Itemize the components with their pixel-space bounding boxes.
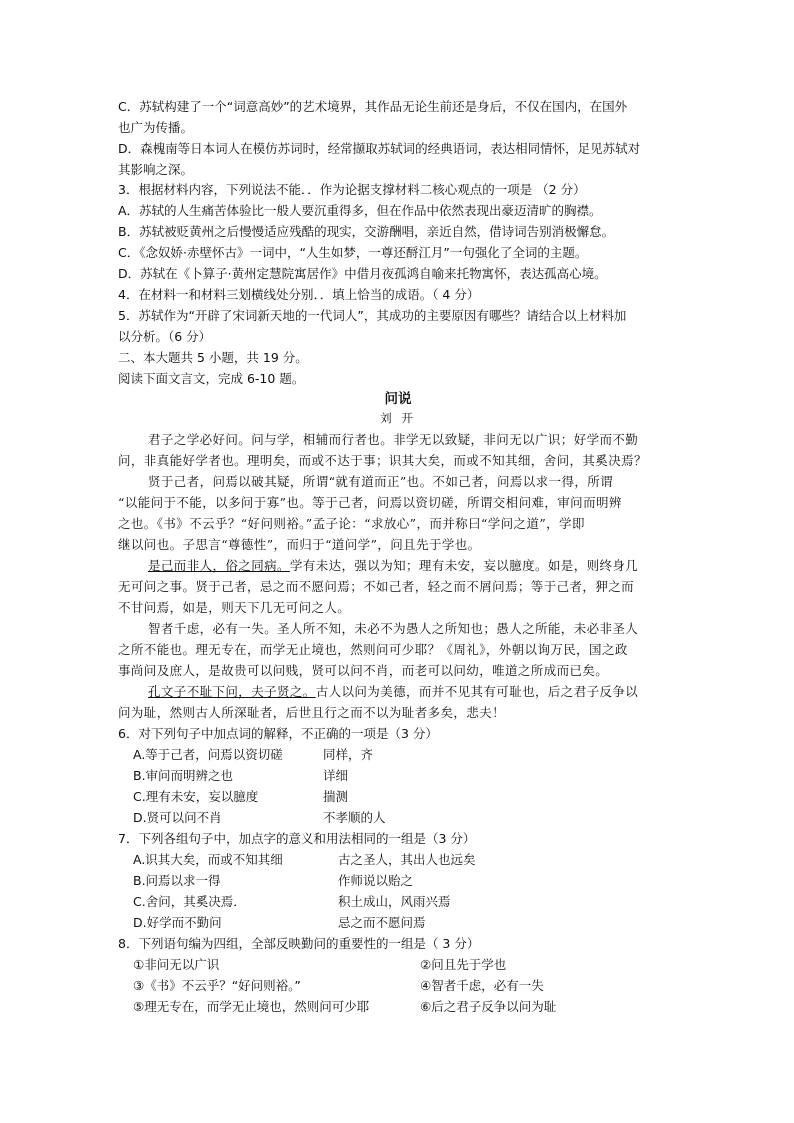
essay-line: 君子之学必好问。问与学，相辅而行者也。非学无以致疑，非问无以广识；好学而不勤 <box>148 432 639 447</box>
question-8-stem: 8．下列语句编为四组，全部反映勤问的重要性的一组是（ 3 分） <box>118 936 480 951</box>
essay-line: 继以问也。子思言“尊德性”，而归于“道问学”，问且先于学也。 <box>118 537 481 552</box>
q7-option-a-pair: 古之圣人，其出人也远矣 <box>338 852 476 867</box>
q7-option-d: D.好学而不勤问 <box>133 915 222 930</box>
q6-option-d: D.贤可以问不肖 <box>133 810 222 825</box>
text-line: 也广为传播。 <box>118 120 194 135</box>
q3-option-a: A．苏轼的人生痛苦体验比一般人要沉重得多，但在作品中依然表现出豪迈清旷的胸襟。 <box>118 203 602 218</box>
q8-item-3: ③《书》不云乎？“好问则裕。” <box>133 978 301 993</box>
essay-line <box>148 556 678 576</box>
q7-option-c: C.舍问，其奚决焉． <box>133 894 246 909</box>
text-line: D．森槐南等日本词人在模仿苏词时，经常撷取苏轼词的经典语词，表达相同情怀，足见苏轼对 <box>118 141 641 156</box>
q7-option-b: B.问焉以求一得 <box>133 873 221 888</box>
essay-line: 问，非真能好学者也。理明矣，而或不达于事；识其大矣，而或不知其细，舍问，其奚决焉？ <box>118 453 647 468</box>
q3-option-d: D．苏轼在《卜算子·黄州定慧院寓居作》中借月夜孤鸿自喻来托物寓怀，表达孤高心境。 <box>118 266 607 281</box>
instruction: 阅读下面文言文，完成 6-10 题。 <box>118 371 305 386</box>
question-5: 5．苏轼作为“开辟了宋词新天地的一代词人”，其成功的主要原因有哪些？请结合以上材料加 <box>118 308 627 323</box>
essay-line: 之所不能也。理无专在，而学无止境也，然则问可少耶？《周礼》，外朝以询万民，国之政 <box>118 642 628 657</box>
q8-item-2: ②问且先于学也 <box>420 957 507 972</box>
question-6-stem: 6．对下列句子中加点词的解释，不正确的一项是（3 分） <box>118 726 438 741</box>
q3-option-b: B．苏轼被贬黄州之后慢慢适应残酷的现实，交游酬唱，亲近自然，借诗词告别消极懈怠。 <box>118 224 615 239</box>
essay-line: 事尚问及庶人，是故贵可以问贱，贤可以问不肖，而老可以问幼，唯道之所成而已矣。 <box>118 663 609 678</box>
q8-item-6: ⑥后之君子反争以问为耻 <box>420 999 557 1014</box>
section-heading: 二、本大题共 5 小题，共 19 分。 <box>118 350 308 365</box>
essay-line: “以能问于不能，以多问于寡”也。等于己者，问焉以资切磋，所谓交相问难，审问而明辨 <box>118 495 622 510</box>
essay-line: 之也。《书》不云乎？“好问则裕。”孟子论：“求放心”，而并称曰“学问之道”，学即 <box>118 516 585 531</box>
essay-author: 刘 开 <box>380 411 416 425</box>
text-line: 其影响之深。 <box>118 162 194 177</box>
question-4: 4．在材料一和材料三划横线处分别．．填上恰当的成语。（ 4 分） <box>118 287 480 302</box>
text-line: C．苏轼构建了一个“词意高妙”的艺术境界，其作品无论生前还是身后，不仅在国内，在国外 <box>118 99 628 114</box>
essay-line: 贤于己者，问焉以破其疑，所谓“就有道而正”也。不如己者，问焉以求一得，所谓 <box>148 474 614 489</box>
q8-item-1: ①非问无以广识 <box>133 957 220 972</box>
question-7-stem: 7．下列各组句子中，加点字的意义和用法相同的一组是（3 分） <box>118 831 476 846</box>
q6-option-b: B.审问而明辨之也 <box>133 768 234 783</box>
essay-line <box>148 682 678 702</box>
q6-gloss-b: 详细 <box>323 768 349 783</box>
q6-option-a: A.等于己者，问焉以资切磋 <box>133 747 283 762</box>
q7-option-a: A.识其大矣，而或不知其细 <box>133 852 283 867</box>
q7-option-b-pair: 作师说以贻之 <box>338 873 414 888</box>
q6-gloss-a: 同样，齐 <box>323 747 374 762</box>
essay-line: 问为耻，然则古人所深耻者，后世且行之而不以为耻者多矣，悲夫！ <box>118 705 506 720</box>
q8-item-4: ④智者千虑，必有一失 <box>420 978 544 993</box>
essay-line: 无可问之事。贤于己者，忌之而不愿问焉；不如己者，轻之而不屑问焉；等于己者，狎之而 <box>118 579 635 594</box>
q3-option-c: C．《念奴娇·赤壁怀古》一词中，“人生如梦，一尊还酹江月”一句强化了全词的主题。 <box>118 245 588 260</box>
q6-gloss-c: 揣测 <box>323 789 349 804</box>
q7-option-c-pair: 积土成山，风雨兴焉 <box>338 894 451 909</box>
essay-title: 问说 <box>384 391 412 407</box>
underlined-sentence: 是己而非人，俗之同病。 <box>148 558 290 573</box>
essay-line: 不甘问焉，如是，则天下几无可问之人。 <box>118 600 351 615</box>
q6-gloss-d: 不孝顺的人 <box>323 810 386 825</box>
q6-option-c: C.理有未安，妄以臆度 <box>133 789 259 804</box>
q7-option-d-pair: 忌之而不愿问焉 <box>338 915 426 930</box>
question-3-stem: 3．根据材料内容，下列说法不能．．作为论据支撑材料二核心观点的一项是 （2 分） <box>118 182 586 197</box>
underlined-sentence: 孔文子不耻下问，夫子贤之。 <box>148 684 316 699</box>
essay-text: 学有未达，强以为知；理有未安，妄以臆度。如是，则终身几 <box>289 558 639 573</box>
essay-text: 古人以问为美德，而并不见其有可耻也，后之君子反争以 <box>315 684 639 699</box>
q8-item-5: ⑤理无专在，而学无止境也，然则问可少耶 <box>133 999 370 1014</box>
essay-line: 智者千虑，必有一失。圣人所不知，未必不为愚人之所知也；愚人之所能，未必非圣人 <box>148 621 639 636</box>
text-line: 以分析。（6 分） <box>118 329 212 344</box>
